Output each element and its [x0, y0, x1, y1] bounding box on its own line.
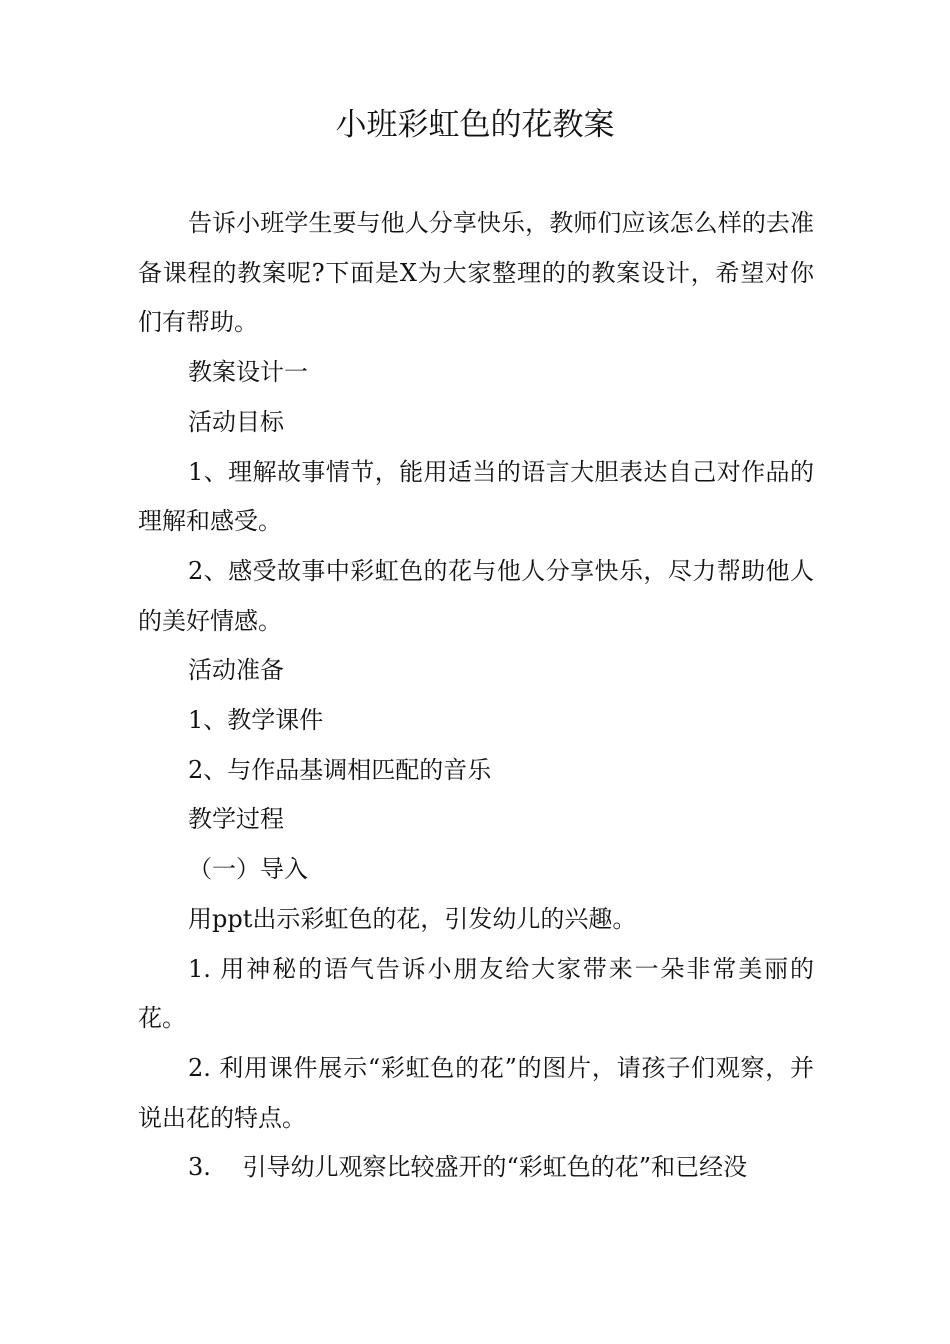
process-step-3: 3. 引导幼儿观察比较盛开的“彩虹色的花”和已经没	[188, 1153, 748, 1182]
process-paragraph: 用ppt出示彩虹色的花，引发幼儿的兴趣。	[188, 904, 637, 933]
prep-item-2: 2、与作品基调相匹配的音乐	[188, 755, 492, 784]
prep-item-1: 1、教学课件	[188, 706, 324, 735]
process-subheading-intro: （一）导入	[188, 855, 308, 884]
goal-item-2: 2、感受故事中彩虹色的花与他人分享快乐，尽力帮助他人的美好情感。	[138, 556, 814, 635]
document-body	[138, 199, 814, 1193]
section-heading-design-one: 教案设计一	[188, 358, 308, 387]
intro-paragraph: 告诉小班学生要与他人分享快乐，教师们应该怎么样的去准备课程的教案呢?下面是X为大家整理的的教案设计，希望对你们有帮助。	[138, 209, 814, 337]
section-heading-teaching-process: 教学过程	[188, 805, 284, 834]
process-step-2: 2. 利用课件展示“彩虹色的花”的图片，请孩子们观察，并说出花的特点。	[138, 1053, 814, 1132]
section-heading-activity-prep: 活动准备	[188, 656, 284, 685]
process-step-1: 1. 用神秘的语气告诉小朋友给大家带来一朵非常美丽的花。	[138, 954, 814, 1033]
goal-item-1: 1、理解故事情节，能用适当的语言大胆表达自己对作品的理解和感受。	[138, 457, 814, 536]
section-heading-activity-goals: 活动目标	[188, 407, 284, 436]
document-title: 小班彩虹色的花教案	[335, 107, 615, 143]
